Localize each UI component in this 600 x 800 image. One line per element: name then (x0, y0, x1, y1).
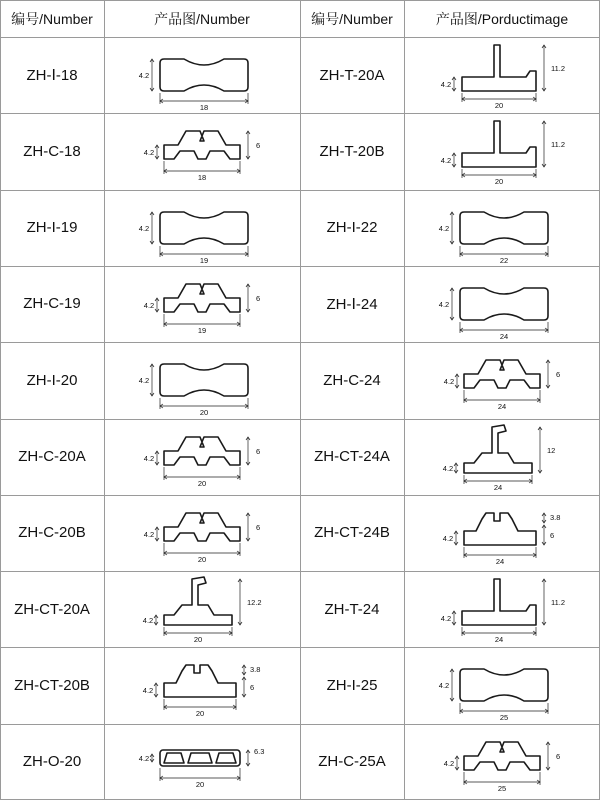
dimension-width-label: 20 (494, 177, 504, 187)
dimension-height-label: 4.2 (438, 299, 450, 309)
profile-svg (104, 724, 300, 800)
product-profile-drawing (104, 266, 300, 342)
dimension-height-label: 4.2 (438, 681, 450, 691)
dimension-height-label: 4.2 (442, 533, 454, 543)
product-code: ZH-T-20B (319, 142, 385, 160)
profile-chamber (164, 753, 184, 763)
product-code: ZH-C-18 (23, 142, 81, 160)
product-profile-drawing (104, 113, 300, 189)
profile-chamber (188, 753, 212, 763)
profile-svg (104, 190, 300, 266)
dimension-width-label: 20 (195, 709, 205, 719)
dimension-height-label: 4.2 (143, 300, 155, 310)
product-profile-drawing (404, 342, 600, 418)
product-profile-drawing (104, 647, 300, 723)
profile-svg (404, 495, 600, 571)
dimension-width-label: 20 (494, 101, 504, 110)
product-code: ZH-T-24 (324, 600, 380, 618)
dimension-height-label: 11.2 (551, 598, 566, 608)
profile-svg (104, 647, 300, 723)
dimension-height-label: 4.2 (142, 686, 154, 696)
header-image-left: 产品图/Number (154, 10, 250, 27)
product-profile-drawing (404, 190, 600, 266)
product-profile-drawing (104, 724, 300, 800)
dimension-height-label: 6 (256, 141, 261, 151)
profile-outline (464, 425, 532, 473)
product-profile-drawing (404, 647, 600, 723)
dimension-width-label: 19 (197, 325, 207, 335)
dimension-height-label: 6 (256, 446, 261, 456)
profile-svg (404, 37, 600, 113)
product-code: ZH-T-20A (319, 66, 385, 84)
dimension-height-label: 6 (556, 370, 561, 380)
dimension-height-label: 4.2 (438, 223, 450, 233)
product-code: ZH-I-25 (326, 676, 378, 694)
profile-svg (404, 266, 600, 342)
profile-svg (404, 419, 600, 495)
header-image-right: 产品图/Porductimage (435, 10, 569, 27)
dimension-height-label: 4.2 (143, 453, 155, 463)
dimension-width-label: 24 (499, 331, 509, 341)
profile-outline (164, 131, 240, 159)
product-code: ZH-C-24 (323, 371, 381, 389)
profile-svg (104, 342, 300, 418)
dimension-width-label: 24 (495, 556, 505, 566)
dimension-height-label: 4.2 (142, 616, 154, 626)
profile-svg (404, 647, 600, 723)
dimension-height-label: 4.2 (143, 148, 155, 158)
dimension-width-label: 18 (199, 103, 209, 112)
dimension-width-label: 24 (497, 402, 507, 412)
product-profile-drawing (404, 571, 600, 647)
dimension-width-label: 19 (199, 255, 209, 265)
dimension-height-label: 6 (550, 530, 555, 540)
dimension-height-label: 6.3 (254, 746, 265, 756)
profile-outline (164, 437, 240, 465)
product-code: ZH-CT-24A (314, 448, 390, 465)
dimension-width-label: 20 (197, 478, 207, 488)
profile-outline (164, 284, 240, 312)
dimension-height-label: 6 (556, 751, 561, 761)
header-number-left: 编号/Number (11, 10, 93, 27)
profile-outline (462, 45, 536, 91)
product-code: ZH-C-25A (318, 753, 386, 771)
product-profile-drawing (404, 113, 600, 189)
product-profile-drawing (104, 419, 300, 495)
dimension-height-label: 4.2 (440, 80, 452, 89)
product-profile-drawing (104, 571, 300, 647)
dimension-height-label: 4.2 (138, 71, 150, 80)
dimension-height-label: 3.8 (250, 665, 261, 675)
profile-svg (404, 190, 600, 266)
profile-outline (160, 364, 248, 396)
profile-svg (104, 113, 300, 189)
profile-svg (104, 571, 300, 647)
profile-outline (460, 669, 548, 701)
product-profile-drawing (104, 495, 300, 571)
product-code: ZH-Ⅰ-24 (326, 295, 378, 313)
dimension-height-label: 6 (250, 683, 255, 693)
dimension-height-label: 4.2 (440, 614, 452, 624)
profile-svg (104, 495, 300, 571)
dimension-height-label: 4.2 (138, 376, 150, 386)
dimension-height-label: 12.2 (247, 598, 262, 608)
dimension-height-label: 11.2 (551, 140, 566, 150)
dimension-width-label: 24 (493, 482, 503, 492)
profile-svg (404, 724, 600, 800)
dimension-width-label: 20 (197, 554, 207, 564)
profile-outline (464, 513, 536, 545)
profile-svg (104, 266, 300, 342)
product-code: ZH-CT-24B (314, 524, 390, 542)
dimension-width-label: 24 (494, 635, 504, 645)
product-profile-drawing (404, 724, 600, 800)
dimension-height-label: 4.2 (442, 463, 454, 473)
dimension-width-label: 25 (497, 783, 507, 793)
dimension-height-label: 12 (547, 445, 556, 455)
profile-outline (464, 360, 540, 388)
profile-svg (104, 419, 300, 495)
product-profile-drawing (104, 190, 300, 266)
product-code: ZH-I-20 (26, 371, 78, 389)
profile-outline (462, 579, 536, 625)
profile-svg (404, 571, 600, 647)
profile-outline (164, 513, 240, 541)
profile-svg (404, 342, 600, 418)
product-profile-drawing (404, 266, 600, 342)
product-code: ZH-C-19 (23, 295, 81, 313)
product-profile-drawing (404, 419, 600, 495)
profile-outline (464, 742, 540, 770)
product-code: ZH-C-20B (18, 524, 86, 542)
profile-outline (460, 288, 548, 320)
dimension-height-label: 4.2 (138, 753, 150, 763)
dimension-width-label: 20 (193, 635, 203, 645)
product-profile-drawing (404, 495, 600, 571)
dimension-height-label: 4.2 (143, 529, 155, 539)
product-code: ZH-CT-20A (14, 600, 90, 618)
dimension-width-label: 22 (499, 255, 509, 265)
dimension-height-label: 4.2 (443, 377, 455, 387)
product-code: ZH-O-20 (22, 753, 82, 771)
product-profile-drawing (104, 37, 300, 113)
product-profile-drawing (404, 37, 600, 113)
product-code: ZH-I-19 (26, 219, 78, 237)
dimension-height-label: 4.2 (138, 223, 150, 233)
profile-svg (104, 37, 300, 113)
profile-outline (460, 212, 548, 244)
dimension-width-label: 20 (195, 779, 205, 789)
product-code: ZH-Ⅰ-18 (26, 67, 78, 84)
dimension-width-label: 20 (199, 408, 209, 418)
product-code: ZH-C-20A (18, 448, 86, 465)
profile-svg (404, 113, 600, 189)
dimension-height-label: 11.2 (551, 64, 566, 73)
dimension-width-label: 18 (197, 173, 207, 183)
dimension-height-label: 3.8 (550, 512, 561, 522)
profile-outline (164, 665, 236, 697)
profile-outline (160, 59, 248, 91)
profile-outline (160, 212, 248, 244)
dimension-height-label: 6 (256, 522, 261, 532)
dimension-width-label: 25 (499, 713, 509, 723)
product-code: ZH-CT-20B (14, 676, 90, 694)
dimension-height-label: 4.2 (440, 156, 452, 166)
profile-outline (164, 577, 232, 625)
profile-chamber (216, 753, 236, 763)
dimension-height-label: 6 (256, 293, 261, 303)
product-profile-drawing (104, 342, 300, 418)
header-number-right: 编号/Number (311, 10, 393, 27)
dimension-height-label: 4.2 (443, 758, 455, 768)
profile-outline (462, 121, 536, 167)
product-code: ZH-I-22 (326, 219, 378, 237)
